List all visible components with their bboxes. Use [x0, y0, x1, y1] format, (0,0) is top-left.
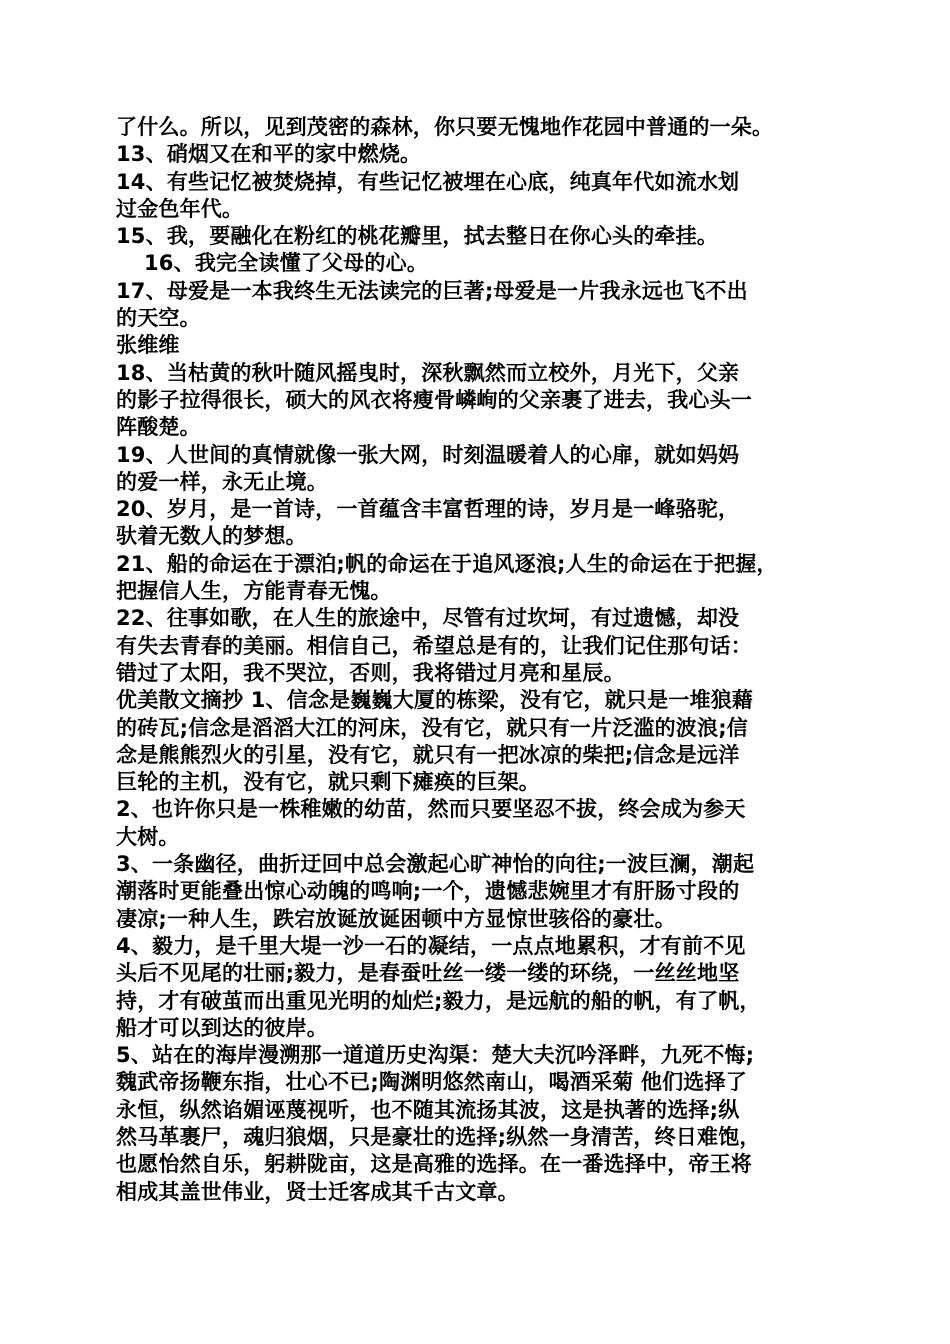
text-line: 18、当枯黄的秋叶随风摇曳时，深秋飘然而立校外，月光下，父亲 — [116, 360, 740, 385]
text-line: 永恒，纵然谄媚诬蔑视听，也不随其流扬其波，这是执著的选择;纵 — [116, 1097, 740, 1122]
text-line: 凄凉;一种人生，跌宕放诞放诞困顿中方显惊世骇俗的豪壮。 — [116, 906, 676, 931]
text-line: 然马革裹尸，魂归狼烟，只是豪壮的选择;纵然一身清苦，终日难饱， — [116, 1124, 761, 1149]
text-line: 3、一条幽径，曲折迂回中总会激起心旷神怡的向往;一波巨澜，潮起 — [116, 852, 755, 877]
author-name: 张维维 — [116, 333, 180, 358]
text-line: 14、有些记忆被焚烧掉，有些记忆被埋在心底，纯真年代如流水划 — [116, 169, 740, 194]
text-line: 21、船的命运在于漂泊;帆的命运在于追风逐浪;人生的命运在于把握， — [116, 551, 778, 576]
text-line: 20、岁月，是一首诗，一首蕴含丰富哲理的诗，岁月是一峰骆驼， — [116, 497, 740, 522]
text-line: 17、母爱是一本我终生无法读完的巨著;母爱是一片我永远也飞不出 — [116, 278, 748, 303]
text-line: 22、往事如歌，在人生的旅途中，尽管有过坎坷，有过遗憾，却没 — [116, 606, 740, 631]
text-line: 阵酸楚。 — [116, 415, 201, 440]
text-line: 念是熊熊烈火的引星，没有它，就只有一把冰凉的柴把;信念是远洋 — [116, 742, 740, 767]
text-line: 潮落时更能叠出惊心动魄的鸣响;一个，遗憾悲婉里才有肝肠寸段的 — [116, 879, 740, 904]
text-line: 有失去青春的美丽。相信自己，希望总是有的，让我们记住那句话： — [116, 633, 752, 658]
text-line: 2、也许你只是一株稚嫩的幼苗，然而只要坚忍不拔，终会成为参天 — [116, 797, 746, 822]
text-line: 头后不见尾的壮丽;毅力，是春蚕吐丝一缕一缕的环绕，一丝丝地坚 — [116, 961, 740, 986]
text-line: 过金色年代。 — [116, 196, 244, 221]
document-body — [116, 114, 846, 1206]
text-line: 的影子拉得很长，硕大的风衣将瘦骨嶙峋的父亲裹了进去，我心头一 — [116, 387, 752, 412]
text-line: 4、毅力，是千里大堤一沙一石的凝结，一点点地累积，才有前不见 — [116, 933, 746, 958]
text-line: 船才可以到达的彼岸。 — [116, 1015, 328, 1040]
text-line: 19、人世间的真情就像一张大网，时刻温暖着人的心扉，就如妈妈 — [116, 442, 740, 467]
text-line: 大树。 — [116, 824, 180, 849]
text-line: 驮着无数人的梦想。 — [116, 524, 307, 549]
text-line: 了什么。所以，见到茂密的森林，你只要无愧地作花园中普通的一朵。 — [116, 115, 774, 139]
text-line: 5、站在的海岸漫溯那一道道历史沟渠：楚大夫沉吟泽畔，九死不悔; — [116, 1043, 755, 1068]
text-line: 的爱一样，永无止境。 — [116, 469, 328, 494]
text-line: 魏武帝扬鞭东指，壮心不已;陶渊明悠然南山，喝酒采菊 他们选择了 — [116, 1070, 747, 1095]
text-line: 相成其盖世伟业，贤士迁客成其千古文章。 — [116, 1179, 519, 1204]
text-line: 持，才有破茧而出重见光明的灿烂;毅力，是远航的船的帆，有了帆， — [116, 988, 761, 1013]
text-line: 错过了太阳，我不哭泣，否则，我将错过月亮和星辰。 — [116, 660, 625, 685]
text-line: 把握信人生，方能青春无愧。 — [116, 579, 392, 604]
text-line: 13、硝烟又在和平的家中燃烧。 — [116, 142, 422, 167]
text-line: 巨轮的主机，没有它，就只剩下瘫痪的巨架。 — [116, 770, 540, 795]
text-line: 的砖瓦;信念是滔滔大江的河床，没有它，就只有一片泛滥的波浪;信 — [116, 715, 748, 740]
text-line: 15、我，要融化在粉红的桃花瓣里，拭去整日在你心头的牵挂。 — [116, 224, 719, 249]
text-line: 也愿怡然自乐，躬耕陇亩，这是高雅的选择。在一番选择中，帝王将 — [116, 1152, 752, 1177]
section-heading-line: 优美散文摘抄 1、信念是巍巍大厦的栋梁，没有它，就只是一堆狼藉 — [116, 688, 754, 713]
text-line: 16、我完全读懂了父母的心。 — [144, 251, 429, 276]
text-line: 的天空。 — [116, 306, 201, 331]
